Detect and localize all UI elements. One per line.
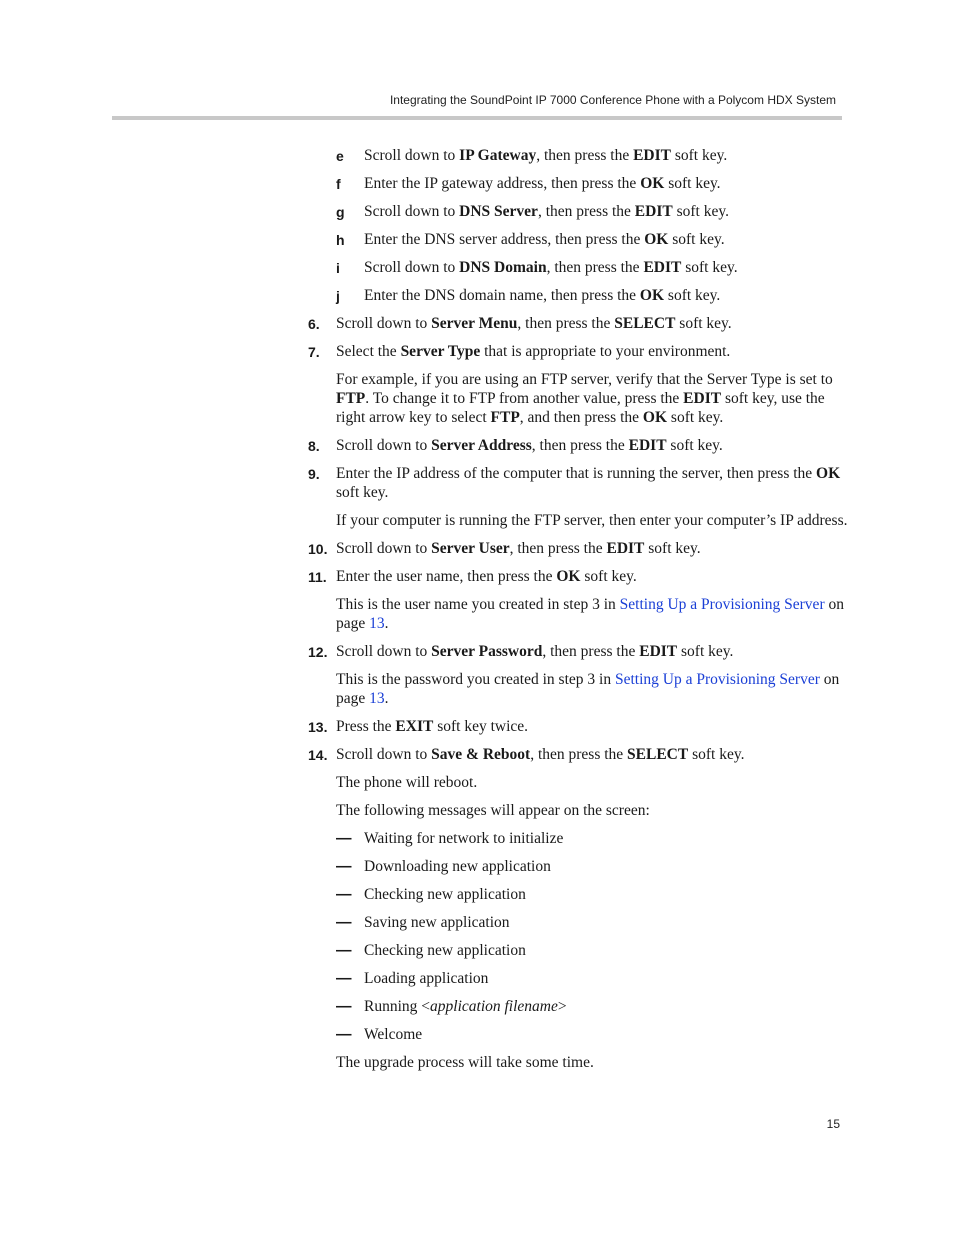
dash-marker: — <box>336 1026 352 1043</box>
sub-step-e: e Scroll down to IP Gateway, then press the EDIT soft key. <box>336 147 728 164</box>
step-9: 9. Enter the IP address of the computer that is running the server, then press the OK soft key. <box>308 465 841 501</box>
step-marker: g <box>336 204 345 220</box>
step-number: 7. <box>308 344 320 360</box>
message-item: — Saving new application <box>336 914 510 931</box>
step-marker: j <box>336 288 340 304</box>
page-link[interactable]: 13 <box>369 690 385 707</box>
step-7-note: For example, if you are using an FTP server, verify that the Server Type is set to FTP. To change it to FTP from another value, press the EDIT soft key, use the right arrow key to select FTP, and then press the OK soft key. <box>336 371 833 426</box>
step-6: 6. Scroll down to Server Menu, then press the SELECT soft key. <box>308 315 732 332</box>
message-item: — Loading application <box>336 970 489 987</box>
reboot-note: The phone will reboot. <box>336 774 478 791</box>
step-marker: h <box>336 232 345 248</box>
messages-intro: The following messages will appear on the screen: <box>336 802 650 819</box>
page-number: 15 <box>826 1117 840 1131</box>
header-rule <box>112 116 842 120</box>
step-8: 8. Scroll down to Server Address, then press the EDIT soft key. <box>308 437 723 454</box>
step-number: 6. <box>308 316 320 332</box>
step-number: 11. <box>308 569 327 585</box>
dash-marker: — <box>336 942 352 959</box>
step-marker: i <box>336 260 340 276</box>
message-item-welcome: — Welcome <box>336 1026 423 1043</box>
dash-marker: — <box>336 886 352 903</box>
step-number: 10. <box>308 541 328 557</box>
message-item: — Downloading new application <box>336 858 551 875</box>
step-7: 7. Select the Server Type that is appropriate to your environment. <box>308 343 731 360</box>
step-marker: e <box>336 148 344 164</box>
step-12: 12. Scroll down to Server Password, then press the EDIT soft key. <box>308 643 734 660</box>
provisioning-server-link[interactable]: Setting Up a Provisioning Server <box>619 596 825 613</box>
dash-marker: — <box>336 914 352 931</box>
message-item-running: — Running <application filename> <box>336 998 567 1015</box>
step-11: 11. Enter the user name, then press the OK soft key. <box>308 568 637 585</box>
step-number: 9. <box>308 466 320 482</box>
step-marker: f <box>336 176 341 192</box>
step-number: 12. <box>308 644 328 660</box>
step-number: 13. <box>308 719 328 735</box>
message-item: — Checking new application <box>336 886 526 903</box>
message-item: — Checking new application <box>336 942 526 959</box>
step-10: 10. Scroll down to Server User, then press the EDIT soft key. <box>308 540 701 557</box>
running-header: Integrating the SoundPoint IP 7000 Conference Phone with a Polycom HDX System <box>389 93 836 107</box>
provisioning-server-link[interactable]: Setting Up a Provisioning Server <box>614 671 820 688</box>
dash-marker: — <box>336 998 352 1015</box>
step-11-note: This is the user name you created in step 3 in Setting Up a Provisioning Server on page 13. <box>336 596 844 632</box>
dash-marker: — <box>336 970 352 987</box>
step-12-note: This is the password you created in step 3 in Setting Up a Provisioning Server on page 13. <box>336 671 840 707</box>
page-link[interactable]: 13 <box>369 615 385 632</box>
dash-marker: — <box>336 830 352 847</box>
document-body <box>308 146 848 1081</box>
sub-step-g: g Scroll down to DNS Server, then press the EDIT soft key. <box>336 203 729 220</box>
step-14: 14. Scroll down to Save & Reboot, then press the SELECT soft key. <box>308 746 745 763</box>
closing-note: The upgrade process will take some time. <box>336 1054 594 1071</box>
dash-marker: — <box>336 858 352 875</box>
sub-step-j: j Enter the DNS domain name, then press the OK soft key. <box>336 287 721 304</box>
sub-step-f: f Enter the IP gateway address, then press the OK soft key. <box>336 175 721 192</box>
step-9-note: If your computer is running the FTP server, then enter your computer’s IP address. <box>336 512 848 529</box>
message-item: — Waiting for network to initialize <box>336 830 564 847</box>
sub-step-i: i Scroll down to DNS Domain, then press the EDIT soft key. <box>336 259 738 276</box>
step-13: 13. Press the EXIT soft key twice. <box>308 718 529 735</box>
step-number: 8. <box>308 438 320 454</box>
step-number: 14. <box>308 747 328 763</box>
sub-step-h: h Enter the DNS server address, then press the OK soft key. <box>336 231 725 248</box>
